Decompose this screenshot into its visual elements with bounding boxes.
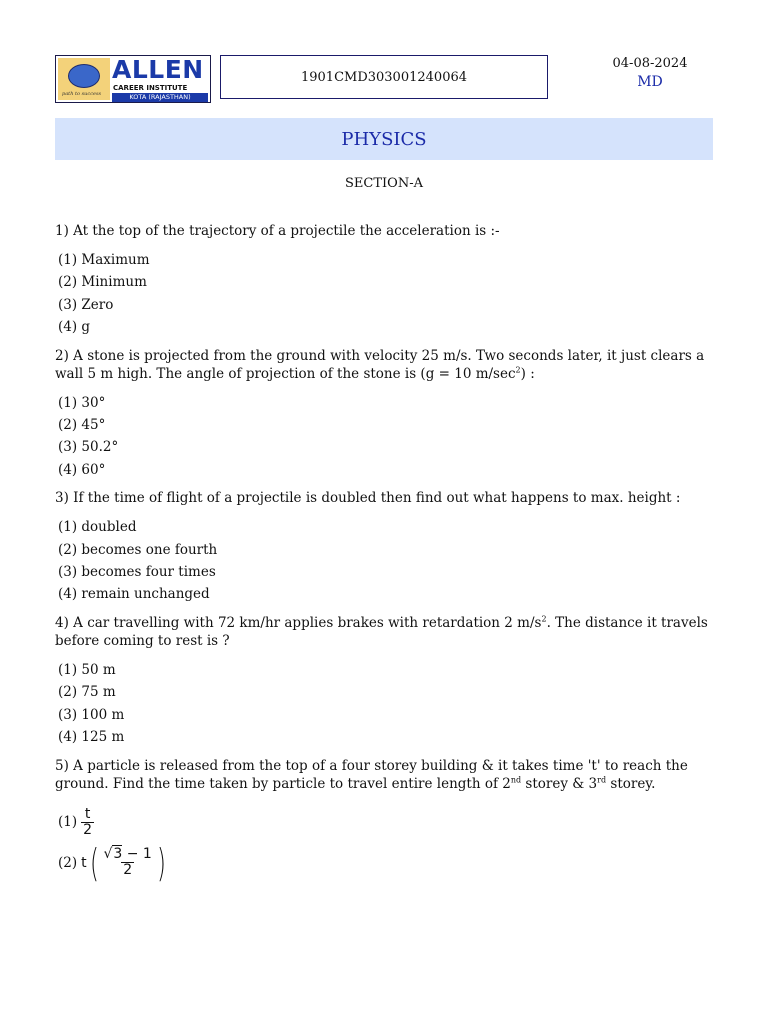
allen-logo (55, 55, 211, 103)
option-4: (4) 60° (58, 461, 106, 478)
globe-emblem-icon (58, 58, 110, 100)
question-text-part: 5) A particle is released from the top of a four storey building & it takes time 't' to reach the ground. Find the time taken by particle to travel entire length of 2 (55, 757, 688, 792)
question-text (55, 614, 715, 650)
page-header (55, 55, 715, 105)
fraction-denominator: 2 (123, 862, 133, 878)
option-list (58, 392, 715, 482)
question-1 (55, 222, 715, 339)
question-text-part: ) : (520, 365, 535, 382)
question-text-part: storey. (606, 775, 656, 792)
superscript: 2 (541, 614, 547, 624)
variable-t: t (81, 854, 87, 871)
test-date: 04-08-2024 (612, 56, 688, 71)
logo-location: KOTA (RAJASTHAN) (112, 93, 208, 102)
question-4 (55, 614, 715, 749)
question-text-part: 4) A car travelling with 72 km/hr applies brakes with retardation 2 m/s (55, 614, 542, 631)
option-2: (2) Minimum (58, 274, 147, 291)
option-1: (1) 30° (58, 394, 106, 411)
fraction-denominator: 2 (83, 821, 93, 838)
question-text-part: . The distance it travels before coming to rest is ? (55, 614, 708, 649)
option-list (58, 659, 715, 749)
option-label: (1) (58, 814, 78, 830)
logo-tagline: path to success (62, 91, 102, 97)
option-2: (2) becomes one fourth (58, 541, 218, 558)
section-title: SECTION-A (345, 176, 423, 191)
question-5 (55, 757, 715, 885)
numerator-rest: − 1 (122, 846, 152, 862)
option-list (58, 805, 715, 885)
date-block (585, 55, 715, 92)
question-text: 3) If the time of flight of a projectile is doubled then find out what happens to max. height : (55, 490, 681, 507)
option-label: (2) (58, 854, 78, 871)
question-3 (55, 489, 715, 606)
superscript: 2 (515, 365, 521, 375)
logo-brand: ALLEN (112, 55, 204, 84)
option-2: (2) 75 m (58, 684, 116, 701)
option-2 (58, 840, 715, 885)
option-3: (3) becomes four times (58, 564, 216, 581)
fraction-numerator: t (84, 805, 91, 822)
question-text-part: 2) A stone is projected from the ground with velocity 25 m/s. Two seconds later, it just clears a wall 5 m high. The angle of projection of the stone is (g = 10 m/sec (55, 347, 705, 382)
option-1: (1) Maximum (58, 252, 150, 268)
stream-label: MD (637, 74, 663, 90)
option-list (58, 249, 715, 339)
option-3: (3) Zero (58, 296, 114, 313)
option-4: (4) g (58, 319, 91, 336)
logo-subtitle: CAREER INSTITUTE (113, 84, 188, 92)
option-1: (1) 50 m (58, 661, 116, 678)
option-1 (58, 807, 715, 838)
question-text (55, 757, 715, 793)
option-3: (3) 100 m (58, 706, 125, 723)
right-paren: ) (156, 840, 166, 885)
radicand: 3 (113, 846, 123, 862)
option-list (58, 516, 715, 606)
option-4: (4) remain unchanged (58, 586, 210, 603)
left-paren: ( (89, 840, 99, 885)
question-2 (55, 347, 715, 482)
question-text (55, 347, 715, 383)
fraction (101, 847, 153, 878)
superscript: nd (510, 775, 522, 784)
subject-banner (55, 118, 713, 160)
question-text: 1) At the top of the trajectory of a projectile the acceleration is :- (55, 223, 500, 239)
superscript: rd (597, 775, 607, 784)
test-code-box (220, 55, 548, 99)
fraction-numerator (101, 847, 153, 862)
option-1: (1) doubled (58, 519, 137, 536)
option-2: (2) 45° (58, 417, 106, 434)
fraction (81, 807, 94, 838)
sqrt-symbol: √ (103, 846, 113, 862)
test-code: 1901CMD303001240064 (300, 69, 468, 85)
option-3: (3) 50.2° (58, 439, 119, 456)
option-4: (4) 125 m (58, 729, 125, 746)
question-text-part: storey & 3 (521, 775, 598, 792)
subject-title: PHYSICS (341, 128, 427, 150)
question-list (55, 222, 715, 890)
